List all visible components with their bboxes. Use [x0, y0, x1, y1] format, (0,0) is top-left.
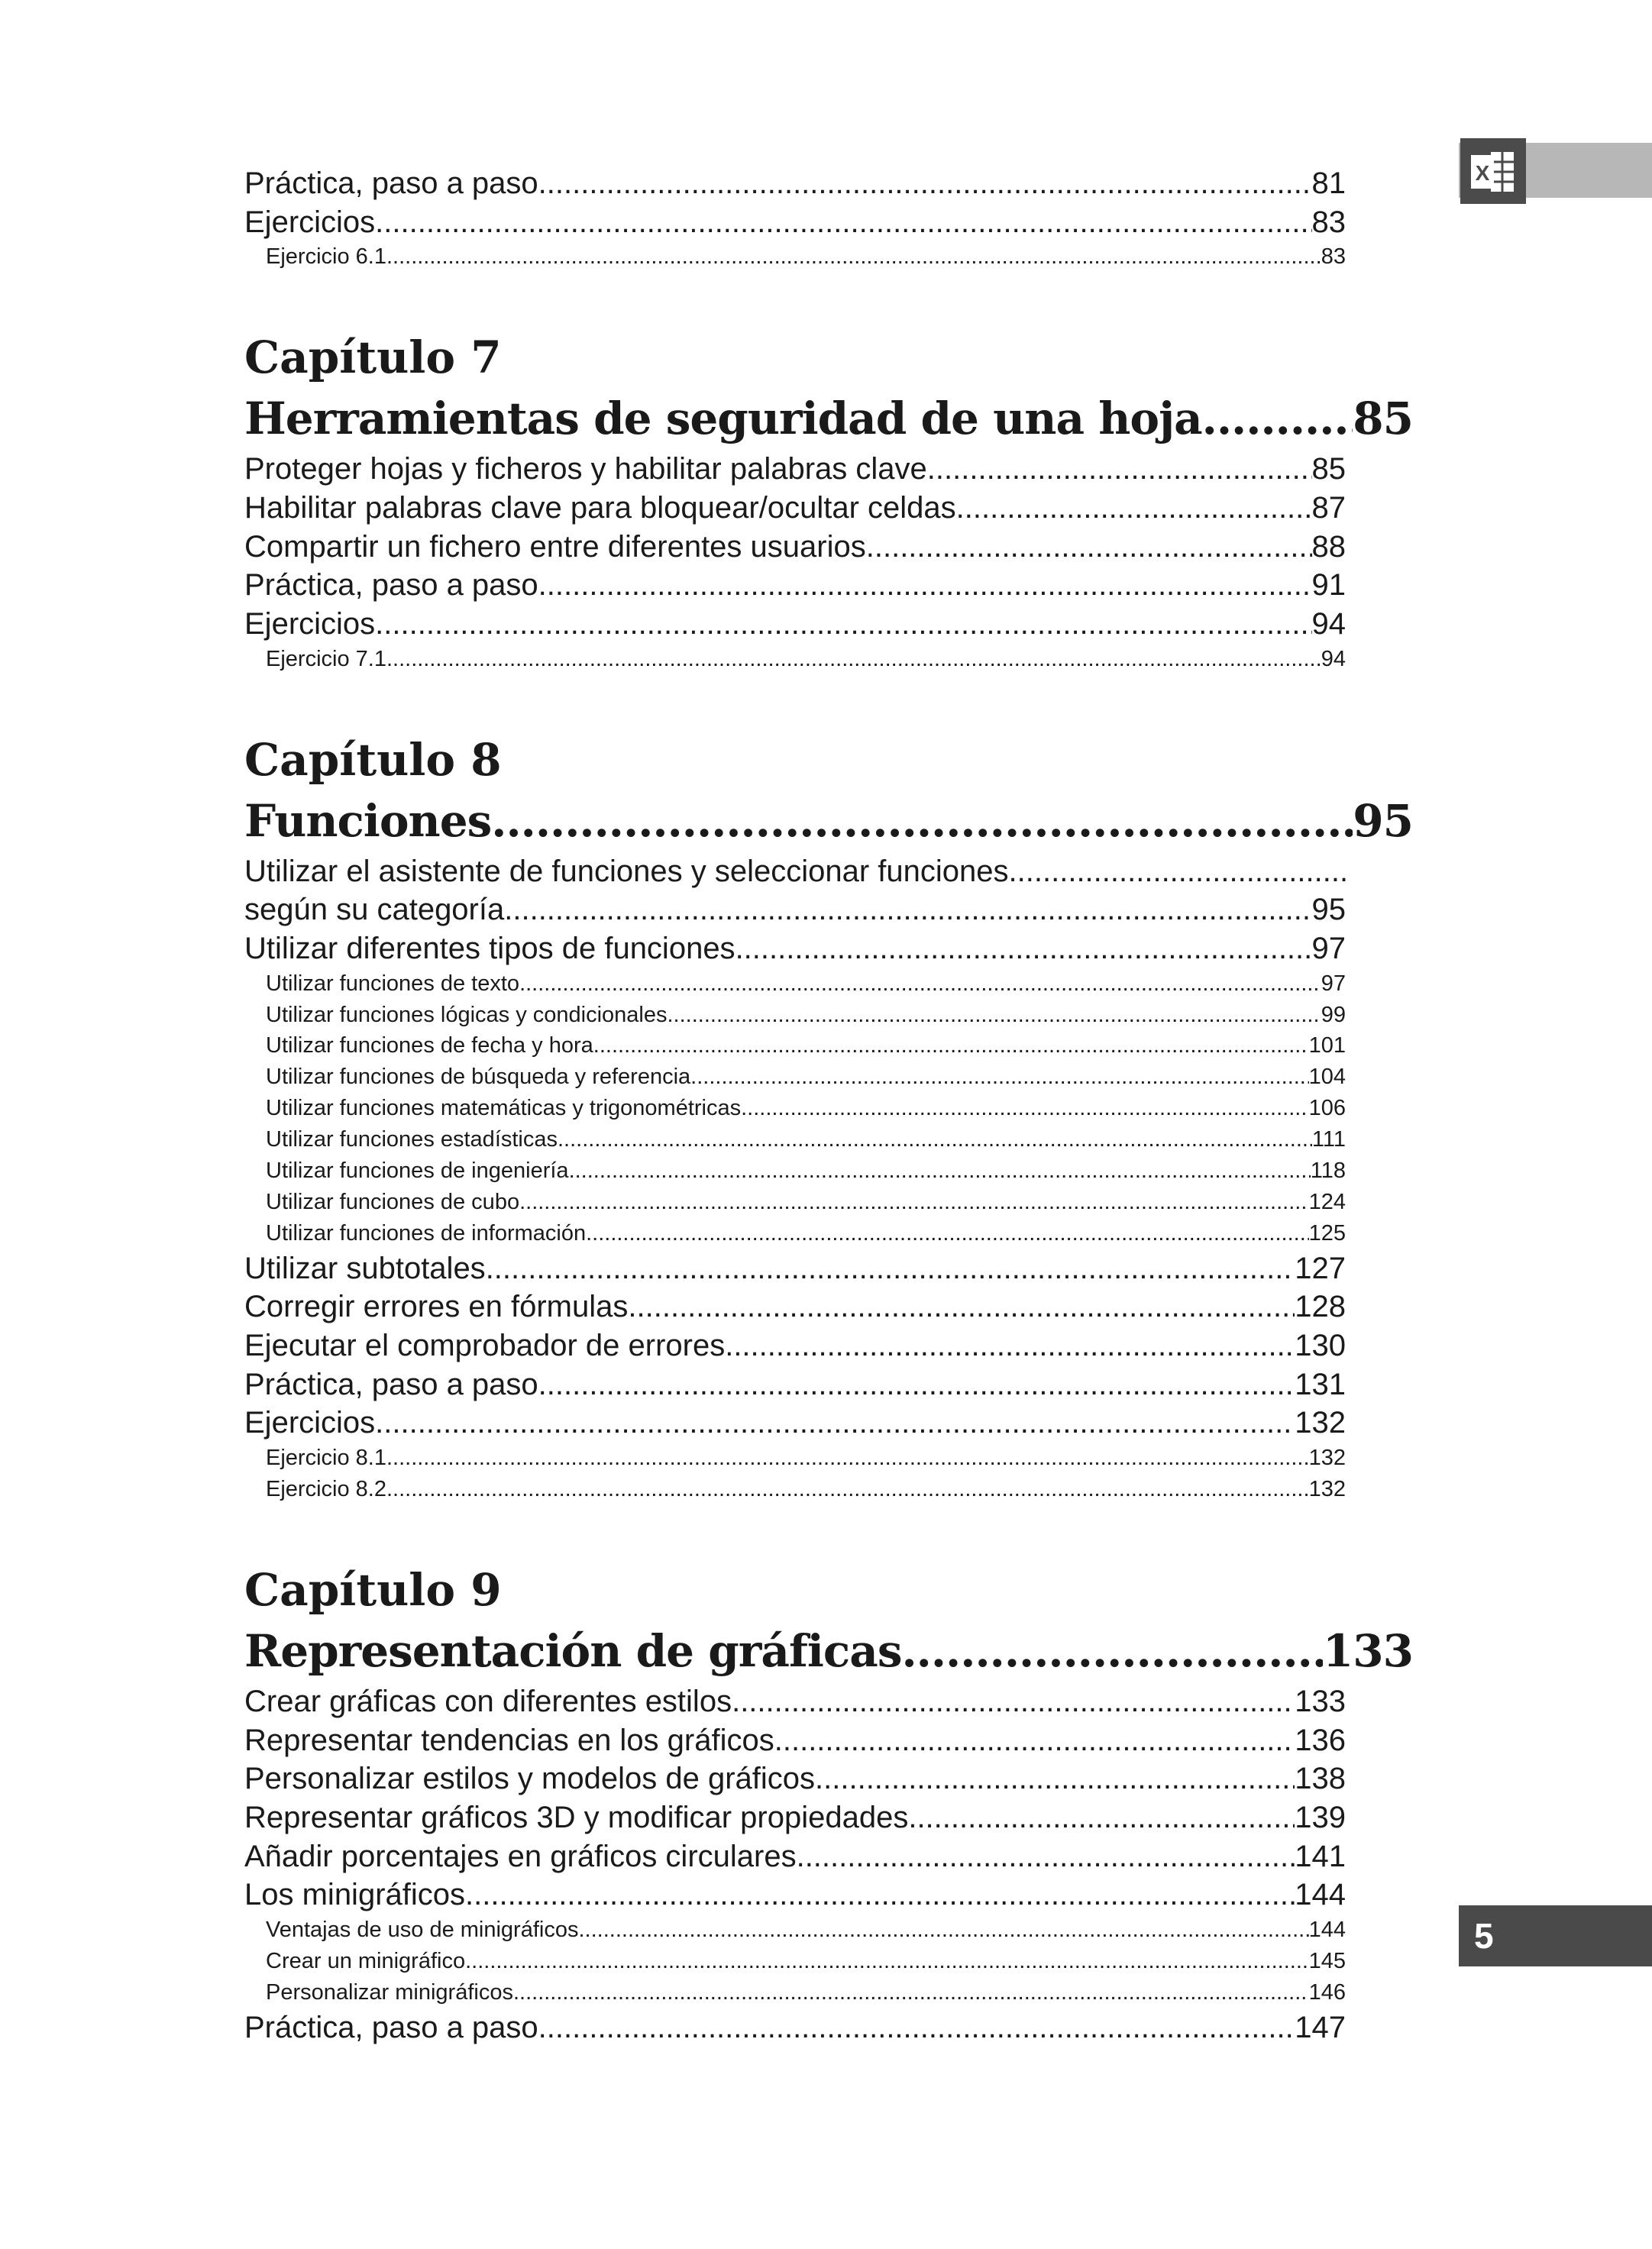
dot-leader	[519, 1187, 1309, 1218]
toc-entry-page: 87	[1311, 490, 1346, 525]
toc-subentry[interactable]	[244, 1061, 1346, 1093]
toc-entry-label: Utilizar funciones de información	[266, 1220, 587, 1246]
toc-entry-label: Representar tendencias en los gráficos	[244, 1723, 774, 1757]
toc-entry-page: 132	[1308, 1446, 1346, 1471]
toc-subentry[interactable]	[244, 1000, 1346, 1031]
toc-entry-page: 130	[1295, 1329, 1346, 1363]
toc-subentry[interactable]	[244, 1155, 1346, 1187]
toc-entry[interactable]	[244, 1798, 1346, 1837]
chapter-title[interactable]	[244, 790, 1413, 852]
dot-leader	[538, 164, 1312, 203]
toc-entry-page: 144	[1308, 1918, 1346, 1943]
toc-subentry[interactable]	[244, 1030, 1346, 1061]
toc-entry-page: 81	[1311, 166, 1346, 200]
toc-entry[interactable]	[244, 489, 1346, 528]
toc-entry-page: 94	[1311, 607, 1346, 641]
toc-entry-page: 133	[1295, 1684, 1346, 1718]
toc-entry[interactable]	[244, 203, 1346, 242]
toc-entry-label: Ejecutar el comprobador de errores	[244, 1329, 726, 1363]
spacer	[244, 273, 1413, 328]
dot-leader	[538, 2008, 1295, 2047]
toc-subentry[interactable]	[244, 1218, 1346, 1249]
dot-leader	[504, 890, 1311, 929]
toc-entry-page: 101	[1308, 1033, 1346, 1058]
dot-leader	[375, 203, 1311, 242]
toc-entry[interactable]	[244, 1326, 1346, 1365]
dot-leader	[956, 489, 1312, 528]
toc-entry-page: 145	[1308, 1948, 1346, 1973]
toc-entry-page: 136	[1295, 1723, 1346, 1757]
svg-text:X: X	[1475, 161, 1490, 185]
dot-leader	[386, 1474, 1309, 1505]
toc-subentry[interactable]	[244, 1915, 1346, 1946]
toc-entry-label: Ejercicios	[244, 1406, 376, 1440]
toc-entry-page: 147	[1295, 2010, 1346, 2044]
dot-leader	[558, 1124, 1312, 1155]
toc-entry[interactable]	[244, 1365, 1346, 1404]
dot-leader	[386, 241, 1321, 273]
toc-entry-label: Proteger hojas y ficheros y habilitar palabras clave	[244, 452, 927, 486]
toc-entry-page: 88	[1311, 529, 1346, 564]
toc-entry[interactable]	[244, 1682, 1346, 1721]
toc-entry-label: Ejercicio 7.1	[266, 646, 386, 671]
page-number-tab	[1459, 1905, 1652, 1966]
toc-entry-page: 132	[1295, 1406, 1346, 1440]
dot-leader	[732, 1682, 1295, 1721]
chapter-label: Capítulo 7	[244, 331, 502, 384]
toc-entry-label: Utilizar el asistente de funciones y seleccionar funciones	[244, 854, 1009, 888]
toc-entry-page: 128	[1295, 1290, 1346, 1324]
toc-entry-page: 124	[1308, 1189, 1346, 1214]
toc-subentry[interactable]	[244, 241, 1346, 273]
dot-leader	[797, 1837, 1295, 1876]
toc-entry-page: 127	[1295, 1251, 1346, 1285]
excel-icon	[1460, 138, 1526, 204]
toc-subentry[interactable]	[244, 1124, 1346, 1155]
toc-subentry[interactable]	[244, 1977, 1346, 2008]
toc-entry-label: Personalizar minigráficos	[266, 1979, 513, 2005]
toc-entry-page: 144	[1295, 1878, 1346, 1912]
dot-leader	[908, 1798, 1295, 1837]
toc-entry-label: Habilitar palabras clave para bloquear/ocultar celdas	[244, 490, 956, 525]
toc-entry-label: Utilizar funciones de búsqueda y referencia	[266, 1065, 691, 1090]
toc-entry-label: Compartir un fichero entre diferentes usuarios	[244, 529, 866, 564]
toc-entry-label: Práctica, paso a paso	[244, 1367, 538, 1401]
dot-leader	[1202, 387, 1353, 450]
dot-leader	[578, 1915, 1308, 1946]
table-of-contents	[244, 164, 1413, 2047]
dot-leader	[741, 1093, 1308, 1124]
toc-subentry[interactable]	[244, 1093, 1346, 1124]
chapter-page: 85	[1353, 393, 1413, 445]
toc-entry-page: 111	[1311, 1127, 1346, 1152]
toc-entry-page: 91	[1311, 568, 1346, 603]
dot-leader	[519, 968, 1321, 1000]
toc-entry-label: Ejercicio 8.2	[266, 1477, 386, 1501]
dot-leader	[815, 1759, 1295, 1798]
toc-entry[interactable]	[244, 450, 1346, 489]
toc-entry-page: 95	[1311, 893, 1346, 927]
dot-leader	[690, 1061, 1308, 1093]
spacer	[244, 675, 1413, 730]
toc-entry[interactable]	[244, 1249, 1346, 1288]
chapter-title-text: Herramientas de seguridad de una hoja	[244, 393, 1202, 445]
dot-leader	[774, 1721, 1295, 1760]
dot-leader	[465, 1876, 1295, 1915]
toc-entry-page: 83	[1311, 205, 1346, 239]
toc-entry-label: Ejercicios	[244, 607, 376, 641]
toc-entry-page: 83	[1321, 244, 1346, 270]
toc-entry-label: Utilizar funciones matemáticas y trigonométricas	[266, 1096, 742, 1121]
toc-subentry[interactable]	[244, 1187, 1346, 1218]
toc-entry-page: 138	[1295, 1762, 1346, 1796]
toc-entry-label: según su categoría	[244, 893, 505, 927]
chapter-title[interactable]	[244, 387, 1413, 450]
dot-leader	[375, 1404, 1295, 1443]
dot-leader	[628, 1288, 1295, 1326]
toc-entry-page: 104	[1308, 1065, 1346, 1090]
dot-leader	[735, 929, 1312, 968]
toc-entry-page: 106	[1308, 1096, 1346, 1121]
toc-entry[interactable]	[244, 1876, 1346, 1915]
page-number: 5	[1474, 1916, 1494, 1956]
dot-leader	[725, 1326, 1295, 1365]
toc-entry-label: Utilizar subtotales	[244, 1251, 486, 1285]
toc-entry-label: Utilizar funciones de ingeniería	[266, 1158, 569, 1183]
toc-entry[interactable]	[244, 566, 1346, 605]
dot-leader	[375, 605, 1311, 644]
toc-entry-label: Utilizar funciones de texto	[266, 971, 520, 996]
dot-leader	[465, 1946, 1309, 1977]
toc-entry-page: 99	[1321, 1002, 1346, 1027]
toc-entry-page: 125	[1308, 1220, 1346, 1246]
toc-entry[interactable]	[244, 929, 1346, 968]
dot-leader	[538, 1365, 1295, 1404]
toc-entry-label: Crear un minigráfico	[266, 1948, 466, 1973]
toc-entry-page: 131	[1295, 1367, 1346, 1401]
toc-entry-label: Utilizar funciones estadísticas	[266, 1127, 558, 1152]
toc-subentry[interactable]	[244, 1443, 1346, 1474]
toc-entry[interactable]	[244, 1404, 1346, 1443]
chapter-page: 95	[1353, 794, 1413, 847]
toc-entry-label: Añadir porcentajes en gráficos circulares	[244, 1839, 797, 1873]
toc-entry-page: 132	[1308, 1477, 1346, 1501]
spacer	[244, 1505, 1413, 1560]
toc-entry-label: Crear gráficas con diferentes estilos	[244, 1684, 732, 1718]
dot-leader	[1009, 852, 1346, 891]
toc-entry-page: 94	[1321, 646, 1346, 671]
toc-entry-label: Ventajas de uso de minigráficos	[266, 1918, 579, 1943]
toc-entry-label: Ejercicios	[244, 205, 376, 239]
toc-entry[interactable]	[244, 2008, 1346, 2047]
toc-subentry[interactable]	[244, 1474, 1346, 1505]
toc-entry-label: Ejercicio 8.1	[266, 1446, 386, 1471]
dot-leader	[569, 1155, 1311, 1187]
chapter-title-text: Representación de gráficas	[244, 1624, 902, 1677]
toc-entry-page: 146	[1308, 1979, 1346, 2005]
toc-entry-label: Ejercicio 6.1	[266, 244, 386, 270]
dot-leader	[491, 790, 1353, 852]
toc-entry-label: Corregir errores en fórmulas	[244, 1290, 629, 1324]
toc-entry-label: Utilizar funciones de fecha y hora	[266, 1033, 593, 1058]
dot-leader	[386, 644, 1321, 675]
dot-leader	[538, 566, 1312, 605]
dot-leader	[667, 1000, 1321, 1031]
toc-entry-page: 118	[1310, 1158, 1346, 1183]
toc-entry[interactable]	[244, 1837, 1346, 1876]
toc-entry-label: Práctica, paso a paso	[244, 166, 538, 200]
toc-entry[interactable]	[244, 1721, 1346, 1760]
toc-entry[interactable]	[244, 852, 1346, 891]
chapter-page: 133	[1322, 1624, 1413, 1677]
toc-entry[interactable]	[244, 528, 1346, 567]
chapter-label: Capítulo 8	[244, 733, 502, 786]
chapter-title-text: Funciones	[244, 794, 492, 847]
toc-subentry[interactable]	[244, 968, 1346, 1000]
toc-entry-label: Práctica, paso a paso	[244, 2010, 538, 2044]
toc-entry-label: Utilizar diferentes tipos de funciones	[244, 931, 735, 965]
dot-leader	[901, 1620, 1322, 1682]
toc-entry-page: 85	[1311, 452, 1346, 486]
chapter-title[interactable]	[244, 1620, 1413, 1682]
toc-subentry[interactable]	[244, 1946, 1346, 1977]
toc-entry-page: 97	[1311, 931, 1346, 965]
toc-entry-label: Utilizar funciones de cubo	[266, 1189, 520, 1214]
dot-leader	[513, 1977, 1309, 2008]
toc-entry-label: Utilizar funciones lógicas y condicionales	[266, 1002, 668, 1027]
toc-entry[interactable]	[244, 605, 1346, 644]
toc-entry-page: 139	[1295, 1800, 1346, 1834]
toc-entry-label: Los minigráficos	[244, 1878, 466, 1912]
toc-subentry[interactable]	[244, 644, 1346, 675]
toc-entry[interactable]	[244, 1759, 1346, 1798]
toc-entry-label: Personalizar estilos y modelos de gráficos	[244, 1762, 816, 1796]
toc-entry[interactable]	[244, 890, 1346, 929]
dot-leader	[927, 450, 1312, 489]
toc-entry-label: Representar gráficos 3D y modificar propiedades	[244, 1800, 909, 1834]
dot-leader	[866, 528, 1312, 567]
chapter-label: Capítulo 9	[244, 1563, 502, 1616]
toc-entry-page: 97	[1321, 971, 1346, 996]
toc-entry-label: Práctica, paso a paso	[244, 568, 538, 603]
dot-leader	[593, 1030, 1309, 1061]
dot-leader	[386, 1443, 1309, 1474]
toc-entry[interactable]	[244, 1288, 1346, 1326]
toc-entry-page: 141	[1295, 1839, 1346, 1873]
toc-entry[interactable]	[244, 164, 1346, 203]
dot-leader	[586, 1218, 1309, 1249]
dot-leader	[486, 1249, 1295, 1288]
